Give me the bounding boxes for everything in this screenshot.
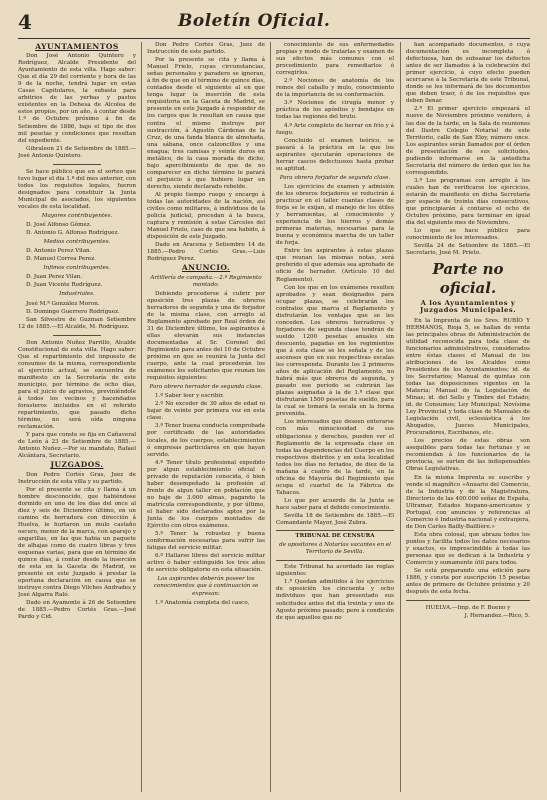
column-divider <box>400 42 401 792</box>
notice-paragraph: Por la presente se cita y llama á Manuel Frielo, cuyas circunstancias, señas personales y paradero se ignoran, á fin de que en el término de quince días, contados desde el siguiente al en que tenga lugar la inserción de esta requisitoria en la Gaceta de Madrid, se presente en este Juzgado á responder de los cargos que le resultan en causa que contra el mismo instruye por sustracción, á Agustín Cárdenas de la Cruz, de una fanda blanca de almohada, una sábana, once calzoncillos y una enagua; tres camisas y veinte duros en metálico, de la casa morada de dicho, bajo apercibimiento de que de no comparecer en dicho término le parará el perjuicio á que hubiere lugar en derecho, siendo declarado rebelde. <box>147 57 265 190</box>
notice-signature: Sevilla 24 de Setiembre de 1885.—El Secretario, José M. Prieto. <box>406 243 530 257</box>
section-heading-anuncio: ANUNCIO. <box>181 263 231 273</box>
notice-paragraph: 2.ª El primer ejercicio empezará el nueve de Noviembre próximo venidero, á las dos de la tarde, en la Sala de reuniones del Ilustre Colegio Notarial de este Territorio, calle de San Eloy, número once. Los aspirantes serán llamados por el órden de presentación de sus solicitudes, pudiendo informarse en la antedicha Secretaría del número de órden que les ha correspondido. <box>406 106 530 176</box>
column-2 <box>147 42 265 792</box>
list-item: José M.ª González Moron. <box>26 300 100 307</box>
column-divider <box>141 42 142 792</box>
requirement-item: 2.º Nociones de anatomía de los remos del caballo y mulo, conocimiento de la importancia de su conformación. <box>276 78 394 99</box>
column-1 <box>18 42 136 792</box>
list-subheading: Mayores contribuyentes. <box>41 213 113 220</box>
notice-paragraph: Y para que conste se fija en Cañaveral de León á 23 de Setiembre de 1885.—Antonio Nuñez.—Por su mandato, Rafael Alcántara, Secretario. <box>18 432 136 460</box>
list-item: D. José Alfonso Gómez. <box>26 222 92 229</box>
knowledge-note: Los aspirantes deberán poseer los conocimientos que á continuación se expresan: <box>153 576 259 597</box>
notice-paragraph: Por el presente se cita y llama á un hombre desconocido, que habiéndose dormido en uno de los días del once al diez y seis de Diciembre último, en un camino de herradura con dirección á Huelva, le hurtaron un mulo castaño oscuro, menor de la marca, con aparejo y angarillas, en las que habia un paquete de alhajas como de cuatro libras y tres esquenas varias, para que en término de quince días, á contar desde la inserción de esta en la Gaceta de Madrid, se presente en este Juzgado á prestar la oportuna declaración en causa que se instruye contra Diego Vilches Andrades y José Algarra Raló. <box>18 486 136 599</box>
notice-paragraph: Los interesados que deseen enterarse con más minuciosidad de sus obligaciones y derechos, pueden ver el Reglamento de la expresada clase en todas las dependencias del Cuerpo en los respectivos distritos y en esta localidad todos los días no feriados, de diez de la mañana á cuatro de la tarde, en la oficina de Mayoría del Regimiento que ocupa el cuartel de la Fábrica de Tabacos. <box>276 419 394 496</box>
ad-paragraph: En la Imprenta de los Sres. RUBÍO Y HERMANOS, Rioja 5, se hallan de venta las principales obras de Administración de utilidad reconocida para toda clase de funcionarios administrativos, considerados entre éstas clases el Manual de los atribuciones de los Alcaldes como Presidentes de los Ayuntamientos; id. de los Secretarios; Manual de quintas con todas las disposiciones vigentes en la Materia; Manual de la Legislación de Minas; id. del Sello y Timbre del Estado; id. de Consumos; Ley Municipal; Novísima Ley Provincial y toda clase de Manuales de Legislación civil, eclesiástica á los Abogados, Jueces Municipales, Procuradores, Escribanos, etc. <box>406 317 530 437</box>
requirement-item: 1.º Saber leer y escribir. <box>155 393 225 400</box>
requirements-subheading: Para obrero forjador de segunda clase. <box>279 174 391 181</box>
separator <box>53 164 100 165</box>
ad-heading: A los Ayuntamientos y Juzgados Municipales. <box>419 299 517 315</box>
page-number: 4 <box>18 10 32 34</box>
printer-imprint: J. Hernandez.—Rico, 5. <box>464 613 530 620</box>
notice-paragraph: Los ejercicios de examen y admisión de los obreros forjadores se reducirán á practicar en el taller cuantas clases de forja se le exijan, al manejo de los útiles y herramientas, al conocimiento y experiencia de los hierros y demás primeras materias, necesarias para la buena y económica marcha de un taller de forja. <box>276 183 394 247</box>
list-item: D. Juan Perez Vilan. <box>26 274 83 281</box>
masthead-title: Boletín Oficial. <box>178 11 331 31</box>
list-subheading: Industriales. <box>59 291 95 298</box>
notice-paragraph: Con los que en los exámenes resulten aprobados y sean designados para ocupar plazas, se celebrarán los contratos que marca el Reglamento y disfrutarán los ventajas que se les conceden. Los obreros herradores y forjadores de segunda clase tendrán de sueldo 1200 pesetas anuales sin descuento, pagadas en los regimientos que á esta clase se les señala y de los ascensos que en sus respectivas escalas les corresponda. Durante los 2 primeros años de aplicación del Reglamento, no habrá más que obreros de segunda, y pasado ese período se cubrirán las plazas asignadas á la de 1.ª clase que disfrutarán 1500 pesetas de sueldo, para la cual se tomará la escala en la forma prevenida. <box>276 284 394 418</box>
column-3 <box>276 42 394 792</box>
notice-signature: Dado en Aracena y Setiembre 14 de 1885.—Pedro Cortés Gras.—Luis Rodríguez Perez. <box>147 242 265 263</box>
separator <box>406 600 530 601</box>
requirement-item: 5.º Tener la robustez y buena conformación necesarias para sufrir las fatigas del servicio militar. <box>147 531 265 552</box>
list-item: D. Domingo Guerrero Rodríguez. <box>26 308 120 315</box>
column-4 <box>406 42 530 792</box>
requirement-item: 6.º Hallarse libres del servicio militar activo ó haber extinguido los tres años de servicio obligatorio en esta situación. <box>147 553 265 574</box>
notice-paragraph: Lo que por acuerdo de la Junta se hace saber para el debido conocimiento. <box>276 497 394 511</box>
notice-signature: Dado en Ayamonte á 26 de Setiembre de 1885.—Pedro Cortés Gras.—José Pardo y Cid. <box>18 600 136 621</box>
separator <box>53 335 100 336</box>
tribunal-subheading: de opositores á Notarías vacantes en el Territorio de Sevilla. <box>279 542 391 556</box>
notice-paragraph: Don Pedro Cortés Gras, Juez de Instrucción de este partido. <box>147 42 265 56</box>
notice-paragraph: Al propio tiempo ruego y encargo á todas las autoridades de la nación, así civiles como militares, á individuos de la policía judicial, procedan á la busca, captura y remisión á estas Cárceles del Manuel Frielo, caso de que sea habido, á disposición de este Juzgado. <box>147 191 265 241</box>
announcement-subheading: Artillería de campaña.—2.º Regimiento montado. <box>150 274 262 288</box>
list-subheading: Medios contribuyentes. <box>43 239 111 246</box>
section-heading-juzgados: JUZGADOS. <box>50 460 104 470</box>
notice-paragraph: 1.ª Quedan admitidos á los ejercicios de oposición los cincuenta y ocho individuos que han presentado sus solicitudes antes del día treinta y uno de Agosto próximo pasado; pero á condición de que aquellos que no <box>276 579 394 621</box>
requirement-item: 3.º Tener buena conducta comprobada por certificado de las autoridades locales, de los cuerpos, establecimientos ó empresas particulares en que hayan servido. <box>147 423 265 458</box>
requirement-item: 2.º No exceder de 30 años de edad ni bajar de veinte por primera vez en esta clase. <box>147 401 265 422</box>
notice-paragraph: Concluido el examen teórico, se pasará á la práctica en la que los aspirantes ejecutarán operaciones de herrar cascos defectuosos hasta probar su aptitud. <box>276 137 394 172</box>
notice-paragraph: Este Tribunal ha acordado las reglas siguientes: <box>276 564 394 578</box>
ad-paragraph: Esta obra colosal, que abraza todos los puntos y facilita todos los datos necesarios y exactos, es imprescindible á todas las personas que se dedican á la Industria y Comercio y sumamente útil para todos. <box>406 531 530 567</box>
notice-signature: San Silvestre de Guzman Setiembre 12 de 1885.—El Alcalde, M. Rodríguez. <box>18 316 136 330</box>
notice-paragraph: Don Antonio Nuñez Parrillo, Alcalde Constitucional de esta villa. Hago saber: Que el repartimiento del impuesto de consumos de la misma, correspondiente al ejercicio actual, se encuentra de manifiesto en la Secretaría de este municipio, por término de ocho días, para el juicio de agravios, previniéndole á todos los vecinos y hacendados forasteros incluidos en el referido repartimiento, que pasado dicho término, no será oída ninguna reclamación. <box>18 339 136 431</box>
notice-paragraph: han acompañado documentos, ó cuya documentación es incompleta ó defectuosa, han de subsanar los defectos antes de ser llamados á la celebración del primer ejercicio, á cuyo efecto pueden acercarse á la Secretaría de este Tribunal, donde se les informará de los documentos que deben traer, ó de los requisitos que deben llenar. <box>406 42 530 105</box>
notice-paragraph: Debiendo procederse á cubrir por oposición tres plazas de obreros herradores de segunda y una de forjador de la misma clase, con arreglo al Reglamento aprobado por Real órden de 31 de Diciembre último, los aspirantes á ellas elevarán sus instancias documentadas al Sr. Coronel del Regimiento para antes del 10 de Octubre próximo en que se reunirá la Junta del cuerpo, ante la cual procederán los exámenes los solicitantes que reunan los requisitos siguientes: <box>147 290 265 382</box>
list-item: D. Manuel Correa Perez. <box>26 256 96 263</box>
columns-container <box>18 42 530 792</box>
section-heading-parte-no-oficial: Parte no oficial. <box>432 260 504 298</box>
notice-paragraph: Don Pedro Cortés Gras, Juez de Instrucción de esta villa y su partido. <box>18 471 136 485</box>
notice-paragraph: 3.ª Los programas con arreglo á los cuales han de verificarse los ejercicios, estarán de manifiesto en dicha Secretaría por espacio de treinta días consecutivos, que principiarán á contarse el ocho de Octubre próximo, para terminar en igual día del siguiente mes de Noviembre. <box>406 177 530 227</box>
list-item: D. Antonio G. Alfonso Rodríguez. <box>26 230 120 237</box>
requirement-item: 4.º Arte completo de herrar en frío y á fuego. <box>276 122 394 136</box>
requirement-item: 3.º Nociones de cirugía menor y práctica de los apósitos y bendajes en todas las regiones del bruto. <box>276 100 394 121</box>
printer-imprint: HUELVA.—Imp. de F. Bueno y <box>425 605 511 612</box>
ad-paragraph: En la misma Imprenta se suscribe y vende el magnífico «Anuario del Comercio, de la Industria y de la Magistratura, Directorio de las 400.000 señas de España, Ultramar, Estados hispano-americanos y Portugal, con anuncios y referencias al Comercio é Industria nacional y extranjera, de Don Carlos Bailly-Baillière.» <box>406 474 530 530</box>
requirements-subheading: Para obrero herrador de segunda clase. <box>149 384 263 391</box>
tribunal-heading: TRIBUNAL DE CENSURA <box>295 533 375 540</box>
tribunal-header-box <box>276 530 394 561</box>
list-item: D. Juan Vicente Rodríguez. <box>26 282 103 289</box>
notice-paragraph: Lo que se hace público para conocimiento de los interesados. <box>406 228 530 242</box>
page-header <box>18 8 530 39</box>
requirement-item: 1.º Anatomía completa del casco, <box>155 599 250 606</box>
section-heading-ayuntamientos: AYUNTAMIENTOS <box>35 42 119 51</box>
list-item: D. Antonio Perez Vilan. <box>26 248 92 255</box>
notice-paragraph: Se hace público que en el sorteo que tuvo lugar el dia 1.º del mes anterior, con todos los requisitos legales, fueron designados para constituir la Junta Municipal de asociados, los siguientes vocales de esta localidad. <box>18 168 136 210</box>
ad-paragraph: Los precios de estas obras son asequibles para todas las fortunas y se recomiendan á los funcionarios de la provincia, se surten de las indispensables Obras Legislativas. <box>406 438 530 473</box>
notice-paragraph: conocimiento de sus enfermedades propias y modo de tratarlas y examen de sus efectos más comunes con el procedimiento para remediarlos ó corregirlos. <box>276 42 394 77</box>
requirement-item: 4.º Tener título profesional expedido por algun establecimiento oficial ó privado de reputación conocida, ó bien haber desempeñado la profesión al frente de algun taller en población que no baje de 3.000 almas, pagando la matrícula correspondiente, y por último, el haber sido declarados aptos por la Junta de los cuerpos montados de Ejército con otros exámenes. <box>147 459 265 530</box>
list-subheading: Infimos contribuyentes. <box>43 265 111 272</box>
column-divider <box>270 42 271 792</box>
notice-signature: Gibraleon 21 de Setiembre de 1885.—José Antonio Quintero. <box>18 145 136 159</box>
notice-paragraph: Entre los aspirantes á estas plazas que reunan las mismas notas, será preferido el que además sea aprobado de oficio de herrador. (Artículo 10 del Reglamento). <box>276 248 394 283</box>
ad-paragraph: Se está preparando una edición para 1886, y consta por suscripción 15 pesetas antes de primero de Octubre próximo y 20 después de esta fecha. <box>406 568 530 596</box>
notice-signature: Sevilla 18 de Setiembre de 1885.—El Comandante Mayor, José Zubra. <box>276 513 394 527</box>
notice-paragraph: Don José Antonio Quintero y Rodríguez, Alcalde Presidente del Ayuntamiento de esta villa. Hago saber: Que el día 29 del corriente y hora de las 9 de la noche, tendrá lugar en estas Casas Capitulares, la subasta para arbitrios de las yerbas y pastos existentes en la Dehesa de Alcolea de estos propios, por un año, á contar desde 1.º de Octubre próximo á fin de Setiembre de 1886, bajo el tipo de dos mil pesetas y condiciones que resultan del expediente. <box>18 53 136 144</box>
